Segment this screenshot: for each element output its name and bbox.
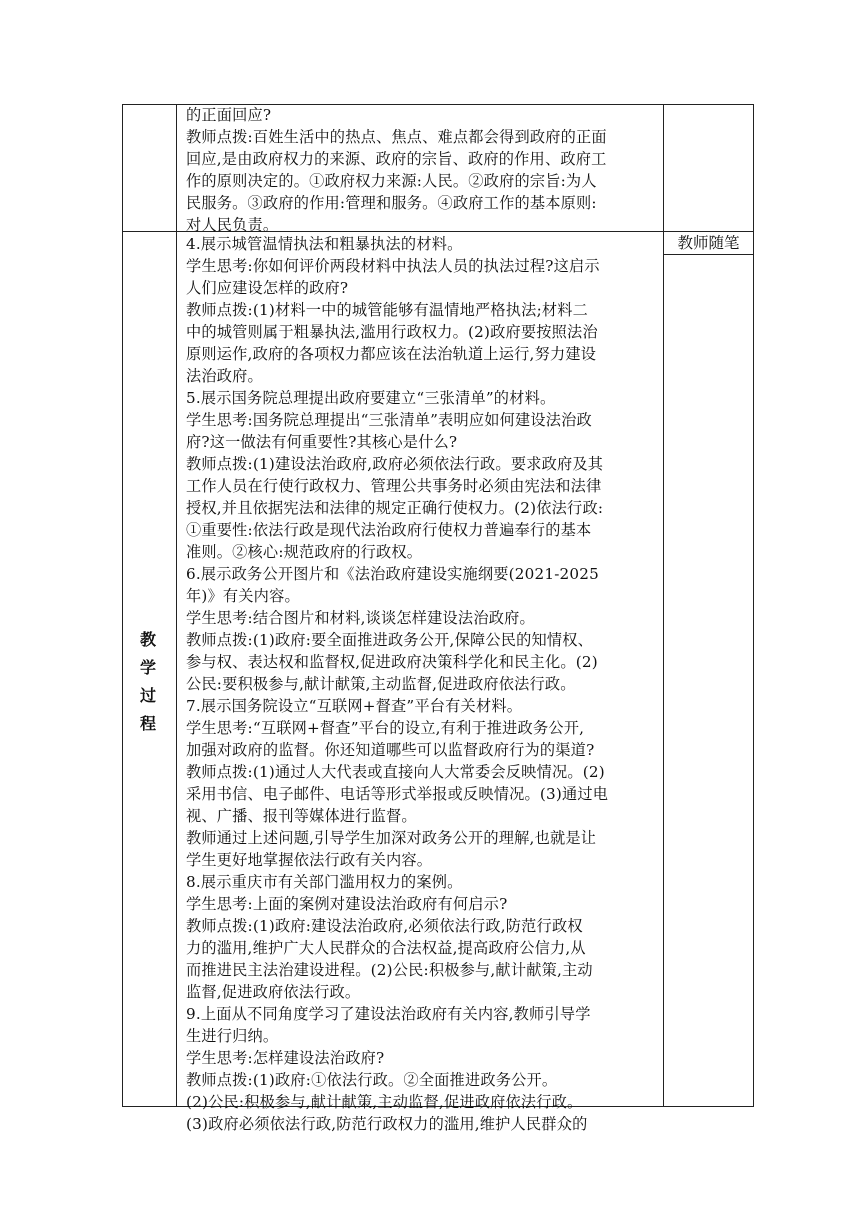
label-char: 程 bbox=[139, 714, 156, 733]
text-line: 法治政府。 bbox=[186, 367, 263, 385]
teacher-notes-header: 教师随笔 bbox=[677, 234, 740, 252]
text-line: 学生更好地掌握依法行政有关内容。 bbox=[186, 851, 433, 869]
section-label-teaching-process bbox=[123, 626, 173, 738]
text-line: 采用书信、电子邮件、电话等形式举报或反映情况。(3)通过电 bbox=[186, 785, 609, 803]
text-line: 教师点拨:百姓生活中的热点、焦点、难点都会得到政府的正面 bbox=[186, 128, 607, 146]
text-line: 监督,促进政府依法行政。 bbox=[186, 983, 361, 1001]
process-section-text bbox=[186, 233, 662, 1135]
label-char: 过 bbox=[139, 686, 156, 705]
text-line: 对人民负责。 bbox=[186, 216, 279, 234]
text-line: 学生思考:你如何评价两段材料中执法人员的执法过程?这启示 bbox=[186, 257, 600, 275]
text-line: (2)公民:积极参与,献计献策,主动监督,促进政府依法行政。 bbox=[186, 1093, 583, 1111]
text-line: 学生思考:国务院总理提出“三张清单”表明应如何建设法治政 bbox=[186, 411, 592, 429]
text-line: 4.展示城管温情执法和粗暴执法的材料。 bbox=[186, 235, 463, 253]
text-line: 教师点拨:(1)政府:①依法行政。②全面推进政务公开。 bbox=[186, 1071, 558, 1089]
notes-header-divider bbox=[663, 254, 754, 255]
text-line: 6.展示政务公开图片和《法治政府建设实施纲要(2021-2025 bbox=[186, 565, 599, 583]
table-border-left bbox=[122, 104, 123, 1107]
text-line: 生进行归纳。 bbox=[186, 1027, 279, 1045]
text-line: 工作人员在行使行政权力、管理公共事务时必须由宪法和法律 bbox=[186, 477, 602, 495]
text-line: 参与权、表达权和监督权,促进政府决策科学化和民主化。(2) bbox=[186, 653, 598, 671]
text-line: 加强对政府的监督。你还知道哪些可以监督政府行为的渠道? bbox=[186, 741, 595, 759]
text-line: 力的滥用,维护广大人民群众的合法权益,提高政府公信力,从 bbox=[186, 939, 586, 957]
text-line: (3)政府必须依法行政,防范行政权力的滥用,维护人民群众的 bbox=[186, 1115, 588, 1133]
table-divider-label bbox=[176, 104, 177, 1107]
text-line: 而推进民主法治建设进程。(2)公民:积极参与,献计献策,主动 bbox=[186, 961, 593, 979]
text-line: 年)》有关内容。 bbox=[186, 587, 300, 605]
text-line: 9.上面从不同角度学习了建设法治政府有关内容,教师引导学 bbox=[186, 1005, 591, 1023]
text-line: 教师点拨:(1)政府:建设法治政府,必须依法行政,防范行政权 bbox=[186, 917, 583, 935]
text-line: 中的城管则属于粗暴执法,滥用行政权力。(2)政府要按照法治 bbox=[186, 323, 598, 341]
text-line: 教师通过上述问题,引导学生加深对政务公开的理解,也就是让 bbox=[186, 829, 597, 847]
text-line: 教师点拨:(1)材料一中的城管能够有温情地严格执法;材料二 bbox=[186, 301, 589, 319]
top-section-text bbox=[186, 104, 662, 236]
text-line: 学生思考:上面的案例对建设法治政府有何启示? bbox=[186, 895, 508, 913]
text-line: 的正面回应? bbox=[186, 106, 272, 124]
text-line: 教师点拨:(1)政府:要全面推进政务公开,保障公民的知情权、 bbox=[186, 631, 594, 649]
text-line: 学生思考:“互联网+督查”平台的设立,有利于推进政务公开, bbox=[186, 719, 585, 737]
text-line: 作的原则决定的。①政府权力来源:人民。②政府的宗旨:为人 bbox=[186, 172, 597, 190]
label-char: 学 bbox=[139, 658, 156, 677]
text-line: 7.展示国务院设立“互联网+督查”平台有关材料。 bbox=[186, 697, 523, 715]
text-line: 回应,是由政府权力的来源、政府的宗旨、政府的作用、政府工 bbox=[186, 150, 607, 168]
text-line: 人们应建设怎样的政府? bbox=[186, 279, 349, 297]
text-line: 教师点拨:(1)建设法治政府,政府必须依法行政。要求政府及其 bbox=[186, 455, 604, 473]
text-line: 授权,并且依据宪法和法律的规定正确行使权力。(2)依法行政: bbox=[186, 499, 604, 517]
text-line: 教师点拨:(1)通过人大代表或直接向人大常委会反映情况。(2) bbox=[186, 763, 605, 781]
text-line: 学生思考:怎样建设法治政府? bbox=[186, 1049, 385, 1067]
text-line: ①重要性:依法行政是现代法治政府行使权力普遍奉行的基本 bbox=[186, 521, 592, 539]
text-line: 5.展示国务院总理提出政府要建立“三张清单”的材料。 bbox=[186, 389, 556, 407]
text-line: 公民:要积极参与,献计献策,主动监督,促进政府依法行政。 bbox=[186, 675, 576, 693]
label-char: 教 bbox=[139, 630, 156, 649]
text-line: 民服务。③政府的作用:管理和服务。④政府工作的基本原则: bbox=[186, 194, 597, 212]
text-line: 视、广播、报刊等媒体进行监督。 bbox=[186, 807, 417, 825]
text-line: 原则运作,政府的各项权力都应该在法治轨道上运行,努力建设 bbox=[186, 345, 597, 363]
text-line: 府?这一做法有何重要性?其核心是什么? bbox=[186, 433, 458, 451]
text-line: 8.展示重庆市有关部门滥用权力的案例。 bbox=[186, 873, 463, 891]
text-line: 学生思考:结合图片和材料,谈谈怎样建设法治政府。 bbox=[186, 609, 535, 627]
text-line: 准则。②核心:规范政府的行政权。 bbox=[186, 543, 423, 561]
